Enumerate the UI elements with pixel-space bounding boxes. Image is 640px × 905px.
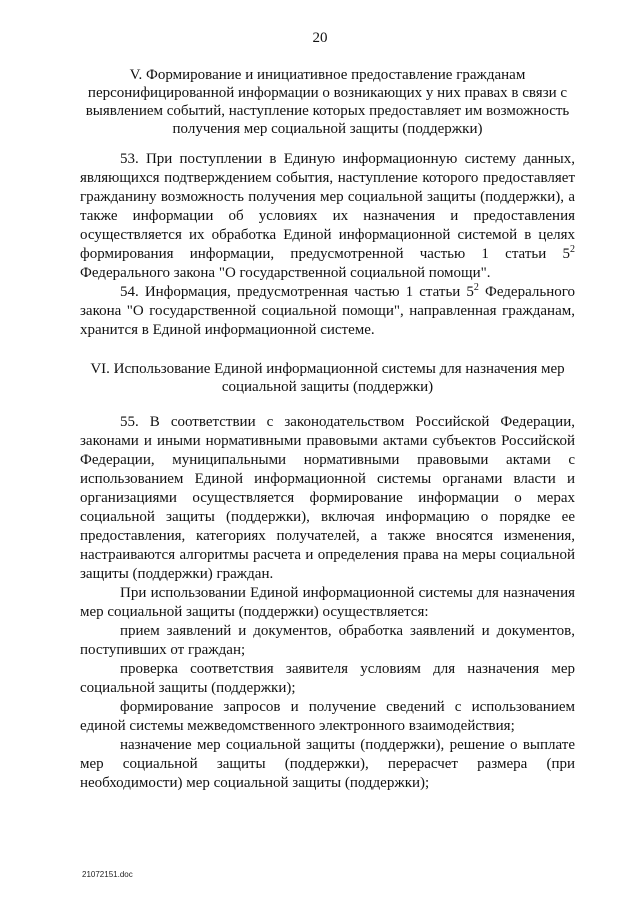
section-5-title: V. Формирование и инициативное предоставление гражданам персонифицированной информации о возникающих у них правах в связи с выявлением событий, наступление которых предоставляет им возможность получения мер социальной защиты (поддержки)	[85, 67, 570, 137]
superscript: 2	[473, 282, 479, 293]
page-number: 20	[312, 30, 328, 46]
section-6-body	[80, 413, 575, 793]
paragraph-53: 53. При поступлении в Единую информационную систему данных, являющихся подтверждением события, наступление которого предоставляет гражданину возможность получения мер социальной защиты (поддержки), а также информации об условиях их назначения и предоставления осуществляется их обработка Единой информационной системой в целях формирования информации, предусмотренной частью 1 статьи $5^2$ Федерального закона "О государственной социальной помощи".	[80, 151, 575, 281]
paragraph-use-intro: При использовании Единой информационной системы для назначения мер социальной защиты (поддержки) осуществляется:	[80, 585, 575, 620]
section-6-title: VI. Использование Единой информационной системы для назначения мер социальной защиты (поддержки)	[90, 361, 565, 395]
superscript: 2	[570, 244, 575, 255]
paragraph-55: 55. В соответствии с законодательством Российской Федерации, законами и иными нормативными правовыми актами субъектов Российской Федерации, муниципальными нормативными правовыми актами с использованием Единой информационной системы органами власти и организациями осуществляется формирование информации о мерах социальной защиты (поддержки), включая информацию о порядке ее предоставления, категориях получателей, а также вносятся изменения, настраиваются алгоритмы расчета и определения права на меры социальной защиты (поддержки) граждан.	[80, 414, 575, 582]
paragraph-54: 54. Информация, предусмотренная частью 1 статьи $5^2$ Федерального закона "О государственной социальной помощи", направленная гражданам, хранится в Единой информационной системе.	[80, 282, 575, 338]
list-item: назначение мер социальной защиты (поддержки), решение о выплате мер социальной защиты (поддержки), перерасчет размера (при необходимости) мер социальной защиты (поддержки);	[80, 737, 575, 791]
section-5-body	[80, 150, 575, 340]
list-item: прием заявлений и документов, обработка заявлений и документов, поступивших от граждан;	[80, 623, 575, 658]
list-item: формирование запросов и получение сведений с использованием единой системы межведомственного электронного взаимодействия;	[80, 699, 575, 734]
list-item: проверка соответствия заявителя условиям для назначения мер социальной защиты (поддержки);	[80, 661, 575, 696]
footer-document-code: 21072151.doc	[82, 870, 133, 879]
